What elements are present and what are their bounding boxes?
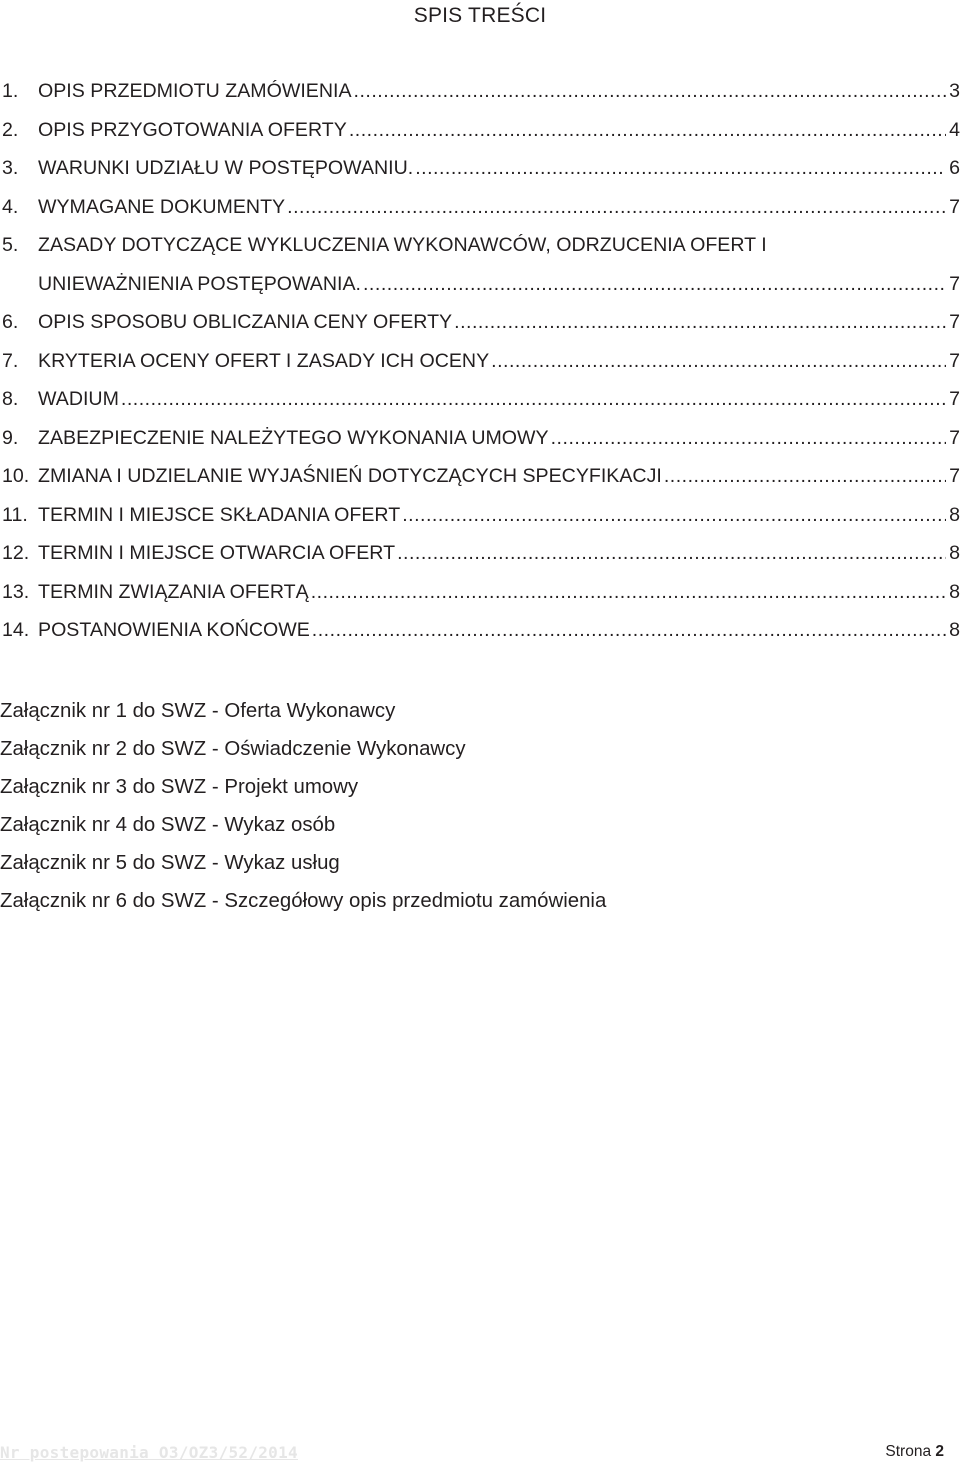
toc-page-number: 7 [949,272,960,295]
toc-title: ZABEZPIECZENIE NALEŻYTEGO WYKONANIA UMOWY [38,426,549,449]
toc-entry-11[interactable] [2,498,960,537]
toc-number: 12. [2,542,30,564]
toc-page-number: 7 [949,426,960,449]
table-of-contents [2,74,960,652]
toc-dot-leader [402,498,946,532]
toc-title: TERMIN I MIEJSCE OTWARCIA OFERT [38,542,396,564]
toc-dot-leader [415,151,946,185]
toc-page-number: 7 [949,311,960,333]
toc-entry-6[interactable] [2,305,960,344]
toc-entry-14[interactable] [2,613,960,652]
attachment-item-3: Załącznik nr 3 do SWZ - Projekt umowy [0,776,359,798]
toc-title-line-2: UNIEWAŻNIENIA POSTĘPOWANIA. [38,272,361,295]
toc-entry-9[interactable] [2,421,960,460]
attachment-item-1: Załącznik nr 1 do SWZ - Oferta Wykonawcy [0,700,396,722]
footer-page-indicator [885,1443,944,1461]
toc-entry-2[interactable] [2,113,960,152]
footer-page-number: 2 [935,1443,944,1460]
toc-dot-leader [312,613,946,647]
toc-number: 5. [2,234,19,256]
toc-title-line-1: ZASADY DOTYCZĄCE WYKLUCZENIA WYKONAWCÓW, ODRZUCENIA OFERT I [38,234,767,256]
toc-entry-7[interactable] [2,344,960,383]
toc-dot-leader [311,575,946,609]
toc-number: 7. [2,349,19,372]
toc-number: 9. [2,426,19,449]
toc-dot-leader [551,421,946,455]
toc-number: 3. [2,157,19,179]
attachment-item-6: Załącznik nr 6 do SWZ - Szczegółowy opis przedmiotu zamówienia [0,890,607,912]
toc-number: 4. [2,195,19,218]
toc-dot-leader [363,267,946,301]
toc-title: TERMIN I MIEJSCE SKŁADANIA OFERT [38,503,401,526]
toc-page-number: 6 [949,157,960,179]
toc-dot-leader [354,74,946,108]
toc-number: 1. [2,80,19,102]
toc-page-number: 7 [949,195,960,218]
toc-title: WADIUM [38,388,119,410]
attachment-item-2: Załącznik nr 2 do SWZ - Oświadczenie Wykonawcy [0,738,466,760]
toc-number: 11. [2,503,28,526]
footer-procedure-number: Nr postepowania O3/OZ3/52/2014 [0,1443,298,1462]
toc-number: 14. [2,619,30,641]
page-title: SPIS TREŚCI [413,4,547,27]
toc-title: POSTANOWIENIA KOŃCOWE [38,619,310,641]
toc-title: ZMIANA I UDZIELANIE WYJAŚNIEŃ DOTYCZĄCYCH SPECYFIKACJI [38,465,662,487]
toc-title: TERMIN ZWIĄZANIA OFERTĄ [38,580,309,603]
toc-entry-3[interactable] [2,151,960,190]
attachment-item-4: Załącznik nr 4 do SWZ - Wykaz osób [0,814,336,836]
toc-page-number: 8 [949,580,960,603]
toc-entry-12[interactable] [2,536,960,575]
toc-page-number: 7 [949,349,960,372]
toc-page-number: 8 [949,542,960,564]
toc-number: 2. [2,118,19,141]
toc-page-number: 7 [949,388,960,410]
toc-entry-4[interactable] [2,190,960,229]
toc-entry-13[interactable] [2,575,960,614]
toc-entry-8[interactable] [2,382,960,421]
toc-title: OPIS PRZEDMIOTU ZAMÓWIENIA [38,80,352,102]
toc-title: OPIS SPOSOBU OBLICZANIA CENY OFERTY [38,311,453,333]
toc-number: 13. [2,580,30,603]
toc-dot-leader [454,305,946,339]
toc-page-number: 8 [949,503,960,526]
toc-page-number: 4 [949,118,960,141]
toc-dot-leader [121,382,946,416]
toc-page-number: 8 [949,619,960,641]
toc-entry-5[interactable] [2,228,960,305]
attachment-item-5: Załącznik nr 5 do SWZ - Wykaz usług [0,852,340,874]
toc-title: KRYTERIA OCENY OFERT I ZASADY ICH OCENY [38,349,490,372]
toc-dot-leader [349,113,946,147]
toc-number: 6. [2,311,19,333]
toc-entry-1[interactable] [2,74,960,113]
toc-dot-leader [491,344,946,378]
toc-number: 8. [2,388,19,410]
toc-page-number: 7 [949,465,960,487]
toc-title: OPIS PRZYGOTOWANIA OFERTY [38,118,347,141]
attachments-list [0,692,960,920]
toc-page-number: 3 [949,80,960,102]
toc-title: WYMAGANE DOKUMENTY [38,195,286,218]
toc-dot-leader [664,459,946,493]
toc-entry-10[interactable] [2,459,960,498]
toc-dot-leader [287,190,946,224]
toc-number: 10. [2,465,30,487]
footer-page-label: Strona [885,1443,932,1460]
toc-dot-leader [397,536,946,570]
toc-title: WARUNKI UDZIAŁU W POSTĘPOWANIU. [38,157,414,179]
